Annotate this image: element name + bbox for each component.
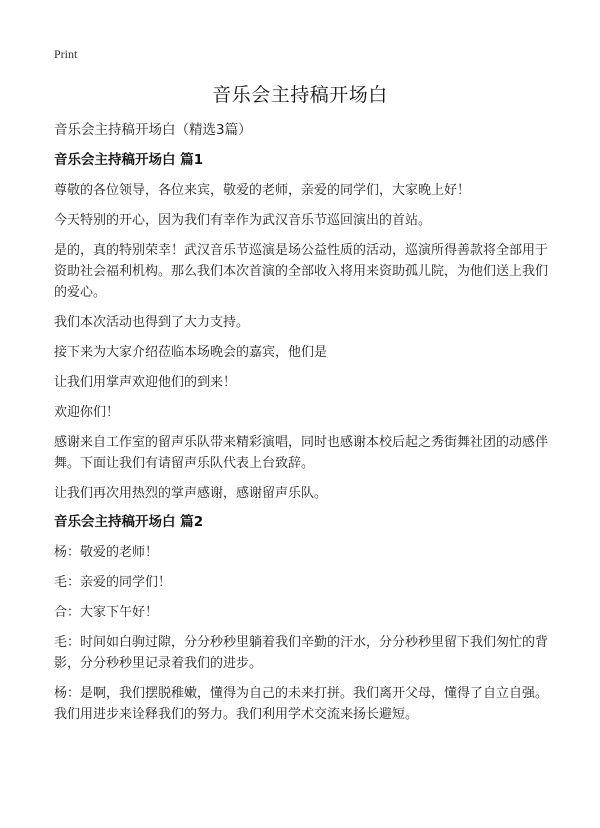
paragraph: 毛：亲爱的同学们！ [54,575,172,590]
paragraph: 接下来为大家介绍莅临本场晚会的嘉宾，他们是 [54,345,328,360]
paragraph: 让我们用掌声欢迎他们的到来！ [54,375,237,390]
print-label: Print [54,47,78,61]
document-subtitle: 音乐会主持稿开场白（精选3篇） [54,122,252,138]
section-2 [54,513,554,725]
paragraph: 让我们再次用热烈的掌声感谢，感谢留声乐队。 [54,486,328,501]
paragraph: 今天特别的开心，因为我们有幸作为武汉音乐节巡回演出的首站。 [54,213,432,228]
document-title: 音乐会主持稿开场白 [212,84,388,106]
paragraph: 感谢来自工作室的留声乐队带来精彩演唱，同时也感谢本校后起之秀街舞社团的动感伴舞。下面让我们有请留声乐队代表上台致辞。 [54,435,549,471]
paragraph: 尊敬的各位领导，各位来宾，敬爱的老师，亲爱的同学们，大家晚上好！ [54,183,471,198]
section-heading: 音乐会主持稿开场白 篇2 [54,514,204,530]
section-heading: 音乐会主持稿开场白 篇1 [54,152,204,168]
paragraph: 毛：时间如白驹过隙，分分秒秒里躺着我们辛勤的汗水，分分秒秒里留下我们匆忙的背影，分分秒秒里记录着我们的进步。 [54,635,549,671]
section-1 [54,151,554,504]
paragraph: 合：大家下午好！ [54,605,159,620]
paragraph: 欢迎你们！ [54,405,120,420]
document-body [54,121,554,734]
paragraph: 杨：是啊，我们摆脱稚嫩，懂得为自己的未来打拼。我们离开父母，懂得了自立自强。我们用进步来诠释我们的努力。我们利用学术交流来扬长避短。 [54,686,549,722]
paragraph: 杨：敬爱的老师！ [54,545,159,560]
paragraph: 是的，真的特别荣幸！武汉音乐节巡演是场公益性质的活动，巡演所得善款将全部用于资助社会福利机构。那么我们本次首演的全部收入将用来资助孤儿院，为他们送上我们的爱心。 [54,243,549,300]
paragraph: 我们本次活动也得到了大力支持。 [54,315,250,330]
